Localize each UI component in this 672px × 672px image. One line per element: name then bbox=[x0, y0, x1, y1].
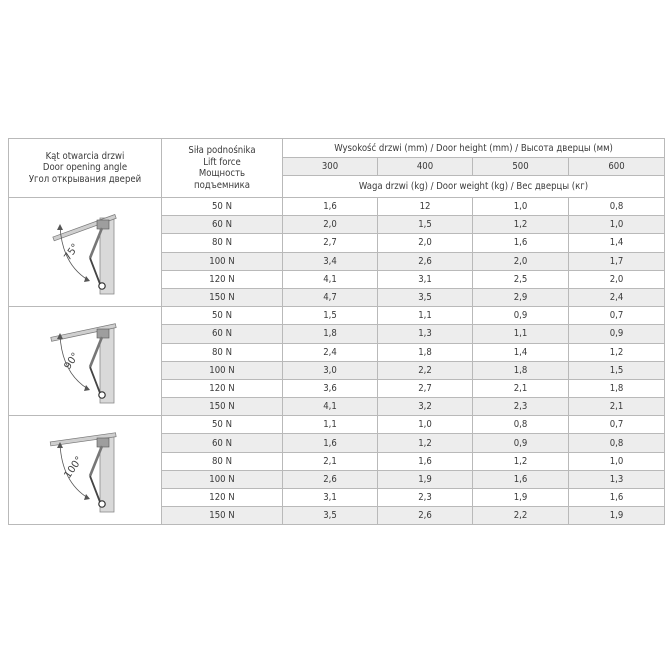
weight-value-cell: 1,5 bbox=[378, 216, 473, 234]
lift-force-cell: 60 N bbox=[162, 434, 283, 452]
angle-header-pl: Kąt otwarcia drzwi bbox=[45, 150, 125, 162]
lift-force-cell: 80 N bbox=[162, 234, 283, 252]
door-angle-cell bbox=[9, 198, 162, 307]
weight-value-cell: 4,1 bbox=[283, 270, 378, 288]
lift-force-cell: 50 N bbox=[162, 416, 283, 434]
lift-force-cell: 100 N bbox=[162, 252, 283, 270]
weight-value-cell: 2,0 bbox=[473, 252, 569, 270]
lift-force-cell: 50 N bbox=[162, 198, 283, 216]
weight-value-cell: 2,2 bbox=[473, 507, 569, 525]
weight-value-cell: 1,8 bbox=[569, 379, 665, 397]
height-400: 400 bbox=[378, 158, 473, 176]
weight-value-cell: 12 bbox=[378, 198, 473, 216]
weight-value-cell: 2,5 bbox=[473, 270, 569, 288]
door-angle-diagram-icon bbox=[42, 206, 128, 298]
weight-value-cell: 2,6 bbox=[283, 470, 378, 488]
height-600: 600 bbox=[569, 158, 665, 176]
weight-value-cell: 1,2 bbox=[473, 216, 569, 234]
weight-value-cell: 0,8 bbox=[569, 198, 665, 216]
weight-value-cell: 0,7 bbox=[569, 416, 665, 434]
angle-header-ru: Угол открывания дверей bbox=[28, 173, 142, 185]
door-angle-diagram-icon bbox=[42, 424, 128, 516]
weight-value-cell: 1,0 bbox=[569, 216, 665, 234]
weight-value-cell: 1,6 bbox=[473, 470, 569, 488]
force-header-en: Lift force bbox=[203, 156, 241, 168]
table-row bbox=[9, 198, 665, 216]
weight-value-cell: 1,3 bbox=[569, 470, 665, 488]
door-height-header: Wysokość drzwi (mm) / Door height (mm) / Высота дверцы (мм) bbox=[283, 139, 665, 158]
door-angle-label: 90° bbox=[62, 351, 82, 372]
weight-value-cell: 1,1 bbox=[283, 416, 378, 434]
weight-value-cell: 3,5 bbox=[378, 288, 473, 306]
weight-value-cell: 3,1 bbox=[378, 270, 473, 288]
door-angle-label: 100° bbox=[62, 454, 86, 482]
weight-value-cell: 4,7 bbox=[283, 288, 378, 306]
weight-value-cell: 2,6 bbox=[378, 252, 473, 270]
weight-value-cell: 1,2 bbox=[569, 343, 665, 361]
weight-value-cell: 3,0 bbox=[283, 361, 378, 379]
weight-value-cell: 0,8 bbox=[473, 416, 569, 434]
weight-value-cell: 1,1 bbox=[473, 325, 569, 343]
force-header-pl: Siła podnośnika bbox=[188, 145, 256, 156]
weight-value-cell: 1,6 bbox=[473, 234, 569, 252]
lift-force-cell: 100 N bbox=[162, 361, 283, 379]
weight-value-cell: 1,5 bbox=[569, 361, 665, 379]
table-row bbox=[9, 416, 665, 434]
force-column-header bbox=[162, 139, 283, 198]
lift-force-cell: 60 N bbox=[162, 216, 283, 234]
weight-value-cell: 1,4 bbox=[473, 343, 569, 361]
weight-value-cell: 4,1 bbox=[283, 398, 378, 416]
weight-value-cell: 1,5 bbox=[283, 307, 378, 325]
weight-value-cell: 1,2 bbox=[473, 452, 569, 470]
weight-value-cell: 2,1 bbox=[283, 452, 378, 470]
weight-value-cell: 2,4 bbox=[569, 288, 665, 306]
lift-force-cell: 150 N bbox=[162, 398, 283, 416]
force-header-ru-2: подъемника bbox=[193, 179, 251, 191]
weight-value-cell: 3,1 bbox=[283, 489, 378, 507]
weight-value-cell: 1,6 bbox=[283, 198, 378, 216]
weight-value-cell: 2,1 bbox=[569, 398, 665, 416]
weight-value-cell: 2,6 bbox=[378, 507, 473, 525]
weight-value-cell: 1,8 bbox=[378, 343, 473, 361]
weight-value-cell: 0,8 bbox=[569, 434, 665, 452]
weight-value-cell: 2,0 bbox=[378, 234, 473, 252]
lift-force-cell: 150 N bbox=[162, 507, 283, 525]
weight-value-cell: 1,1 bbox=[378, 307, 473, 325]
weight-value-cell: 0,9 bbox=[473, 434, 569, 452]
weight-value-cell: 2,7 bbox=[378, 379, 473, 397]
weight-value-cell: 1,0 bbox=[473, 198, 569, 216]
weight-value-cell: 0,9 bbox=[569, 325, 665, 343]
weight-value-cell: 3,2 bbox=[378, 398, 473, 416]
weight-value-cell: 3,4 bbox=[283, 252, 378, 270]
lift-force-cell: 100 N bbox=[162, 470, 283, 488]
lift-force-cell: 150 N bbox=[162, 288, 283, 306]
weight-value-cell: 1,8 bbox=[473, 361, 569, 379]
weight-value-cell: 2,3 bbox=[473, 398, 569, 416]
door-angle-cell bbox=[9, 307, 162, 416]
weight-value-cell: 2,1 bbox=[473, 379, 569, 397]
weight-value-cell: 2,9 bbox=[473, 288, 569, 306]
weight-value-cell: 2,7 bbox=[283, 234, 378, 252]
weight-value-cell: 3,5 bbox=[283, 507, 378, 525]
angle-header-en: Door opening angle bbox=[42, 162, 128, 174]
door-angle-label: 75° bbox=[62, 241, 82, 263]
weight-value-cell: 1,8 bbox=[283, 325, 378, 343]
weight-value-cell: 1,6 bbox=[378, 452, 473, 470]
weight-value-cell: 1,0 bbox=[378, 416, 473, 434]
weight-value-cell: 2,4 bbox=[283, 343, 378, 361]
weight-value-cell: 1,6 bbox=[569, 489, 665, 507]
height-500: 500 bbox=[473, 158, 569, 176]
lift-force-cell: 120 N bbox=[162, 270, 283, 288]
weight-value-cell: 1,6 bbox=[283, 434, 378, 452]
weight-value-cell: 2,2 bbox=[378, 361, 473, 379]
weight-value-cell: 1,9 bbox=[473, 489, 569, 507]
weight-value-cell: 1,3 bbox=[378, 325, 473, 343]
lift-force-cell: 120 N bbox=[162, 379, 283, 397]
weight-value-cell: 0,7 bbox=[569, 307, 665, 325]
height-300: 300 bbox=[283, 158, 378, 176]
table-row bbox=[9, 307, 665, 325]
lift-specification-table bbox=[8, 138, 665, 525]
weight-value-cell: 2,3 bbox=[378, 489, 473, 507]
lift-force-cell: 80 N bbox=[162, 343, 283, 361]
lift-force-cell: 50 N bbox=[162, 307, 283, 325]
force-header-ru-1: Мощность bbox=[198, 168, 246, 179]
weight-value-cell: 3,6 bbox=[283, 379, 378, 397]
weight-value-cell: 1,9 bbox=[569, 507, 665, 525]
door-weight-header: Waga drzwi (kg) / Door weight (kg) / Вес дверцы (кг) bbox=[283, 176, 665, 198]
weight-value-cell: 1,9 bbox=[378, 470, 473, 488]
door-angle-diagram-icon bbox=[42, 315, 128, 407]
weight-value-cell: 1,2 bbox=[378, 434, 473, 452]
lift-force-cell: 80 N bbox=[162, 452, 283, 470]
weight-value-cell: 1,4 bbox=[569, 234, 665, 252]
door-angle-cell bbox=[9, 416, 162, 525]
lift-force-cell: 120 N bbox=[162, 489, 283, 507]
weight-value-cell: 2,0 bbox=[569, 270, 665, 288]
angle-column-header bbox=[9, 139, 162, 198]
weight-value-cell: 1,7 bbox=[569, 252, 665, 270]
weight-value-cell: 2,0 bbox=[283, 216, 378, 234]
lift-force-cell: 60 N bbox=[162, 325, 283, 343]
weight-value-cell: 1,0 bbox=[569, 452, 665, 470]
weight-value-cell: 0,9 bbox=[473, 307, 569, 325]
